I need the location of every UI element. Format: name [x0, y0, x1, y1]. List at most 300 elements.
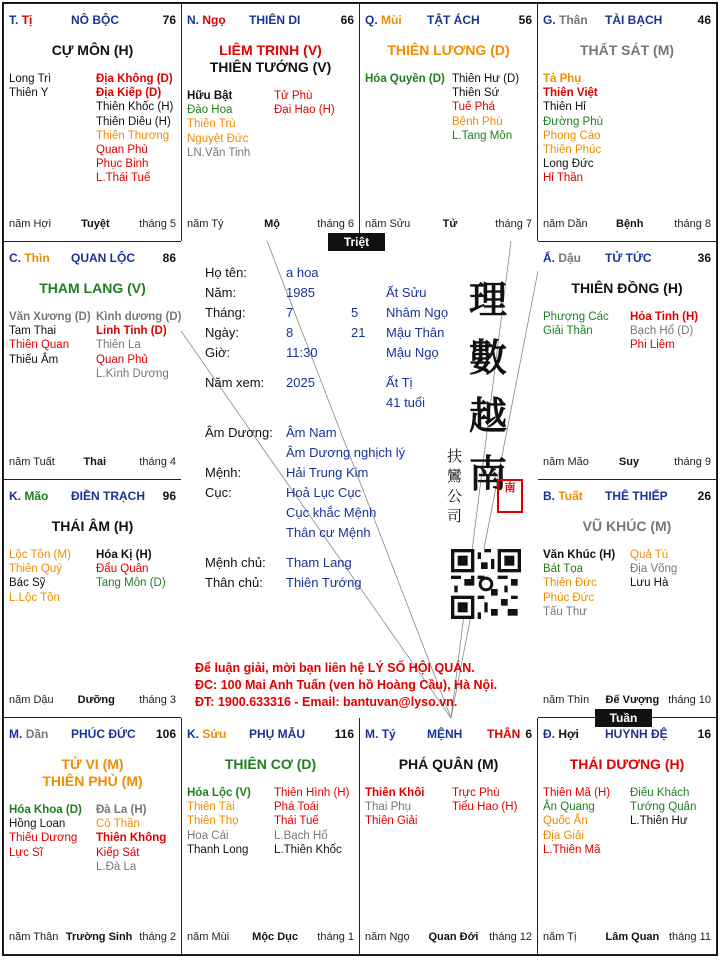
palace-than: [537, 3, 717, 242]
ngay-label: Ngày:: [205, 325, 239, 340]
tuvi-chart: [2, 2, 718, 956]
minor-star: Quả Tú: [630, 549, 669, 561]
palace-year: năm Ngọ: [365, 931, 410, 943]
contact-address: ĐC: 100 Mai Anh Tuấn (ven hồ Hoàng Cầu), Hà Nội.: [195, 678, 498, 692]
palace-name: NÔ BỘC: [71, 13, 119, 27]
palace-footer: [543, 218, 711, 232]
minor-star: Thiên La: [96, 339, 141, 352]
minor-star: Quốc Ấn: [543, 815, 588, 828]
palace-mao: [3, 479, 182, 718]
palace-name: THÊ THIẾP: [605, 489, 668, 503]
palace-footer: [543, 456, 711, 470]
palace-footer: [187, 218, 354, 232]
palace-age: 106: [155, 727, 176, 741]
palace-age: 46: [697, 13, 711, 27]
left-stars: [187, 89, 250, 160]
palace-tuat: [537, 479, 717, 718]
minor-star: Hóa Kị (H): [96, 549, 152, 561]
minor-star: LN.Văn Tinh: [187, 146, 251, 159]
main-star: THIÊN LƯƠNG (D): [387, 42, 510, 58]
palace-can: Ấ.: [543, 251, 555, 265]
main-star: THIÊN CƠ (D): [224, 756, 317, 772]
right-stars: [630, 310, 698, 353]
left-stars: [365, 72, 445, 86]
palace-month: tháng 8: [674, 218, 711, 230]
minor-star: Thiên Quan: [9, 339, 70, 352]
minor-star: Lộc Tồn (M): [9, 549, 71, 561]
minor-star: Hỏa Tinh (H): [630, 311, 699, 323]
minor-star: Thiên Thương: [96, 129, 170, 142]
main-stars: [4, 518, 181, 535]
minor-star: Cô Thần: [96, 818, 140, 831]
main-stars: [4, 42, 181, 59]
palace-month: tháng 4: [139, 456, 176, 468]
palace-header: [187, 13, 354, 29]
palace-chi: Mão: [24, 489, 49, 503]
cuc-label: Cục:: [205, 485, 232, 500]
minor-star: Bệnh Phù: [452, 115, 503, 128]
palace-year: năm Dần: [543, 218, 588, 230]
minor-star: Tuế Phá: [452, 101, 496, 114]
palace-header: [365, 727, 532, 743]
minor-star: Thiếu Âm: [9, 353, 59, 366]
minor-star: Thiên Trù: [187, 118, 236, 131]
minor-star: Đường Phù: [543, 115, 603, 128]
main-stars: [538, 280, 716, 297]
minor-star: Trực Phù: [452, 787, 500, 799]
minor-star: Thai Phụ: [365, 801, 412, 814]
palace-suu: [181, 717, 360, 955]
main-star: CỰ MÔN (H): [51, 42, 134, 58]
minor-star: Tấu Thư: [543, 605, 587, 618]
palace-footer: [543, 931, 711, 945]
palace-header: [9, 489, 176, 505]
palace-year: năm Hợi: [9, 218, 52, 230]
palace-name: TỬ TỨC: [605, 251, 652, 265]
brand-subtitle: 扶鸞公司: [447, 447, 463, 525]
palace-month: tháng 6: [317, 218, 354, 230]
minor-star: Địa Võng: [630, 563, 678, 576]
palace-can: M.: [9, 727, 23, 741]
minor-star: L.Thiên Khốc: [274, 843, 342, 856]
palace-year: năm Tuất: [9, 456, 55, 468]
minor-star: Thiên Tài: [187, 801, 235, 814]
tuoi-value: 41 tuổi: [386, 395, 426, 410]
palace-thin: [3, 241, 182, 480]
red-seal: 南: [497, 479, 523, 513]
minor-star: Phong Cáo: [543, 129, 601, 142]
left-stars: [543, 548, 615, 619]
palace-age: 56: [518, 13, 532, 27]
left-stars: [543, 72, 603, 186]
palace-can: M.: [365, 727, 379, 741]
palace-year: năm Sửu: [365, 218, 411, 230]
right-stars: [452, 72, 519, 143]
palace-name: TÀI BẠCH: [605, 13, 663, 27]
minor-star: Thiếu Dương: [9, 832, 78, 845]
right-stars: [630, 548, 677, 591]
contact-phone-email[interactable]: ĐT: 1900.633316 - Email: bantuvan@lyso.vn.: [195, 695, 458, 709]
palace-header: [543, 489, 711, 505]
minor-star: Hóa Quyền (D): [365, 73, 445, 85]
palace-age: 86: [162, 251, 176, 265]
minor-star: Thiên Giải: [365, 815, 418, 828]
palace-can: C.: [9, 251, 21, 265]
right-stars: [452, 786, 517, 814]
palace-can: K.: [187, 727, 199, 741]
minor-star: Thiên Khôi: [365, 787, 425, 799]
cuc-note: Cục khắc Mệnh: [286, 505, 377, 520]
palace-age: 76: [162, 13, 176, 27]
left-stars: [543, 310, 609, 338]
palace-dau: [537, 241, 717, 480]
right-stars: [274, 89, 335, 117]
minor-star: Lực Sĩ: [9, 846, 43, 859]
palace-chi: Dần: [25, 727, 49, 741]
menh-value: Hải Trung Kim: [286, 465, 369, 480]
minor-star: Tử Phù: [274, 90, 313, 102]
qr-code-icon[interactable]: [451, 549, 521, 619]
right-stars: [274, 786, 349, 857]
namxem-label: Năm xem:: [205, 375, 265, 390]
ngay-am: 21: [351, 325, 366, 340]
main-star: THẤT SÁT (M): [579, 42, 675, 58]
minor-star: L.Bạch Hổ: [274, 829, 328, 842]
minor-star: Thiên Mã (H): [543, 787, 611, 799]
palace-age: 66: [340, 13, 354, 27]
minor-star: L.Thiên Hư: [630, 815, 688, 828]
minor-star: Linh Tinh (D): [96, 325, 167, 338]
menhchu-value: Tham Lang: [286, 555, 352, 570]
palace-status: Thai: [83, 456, 107, 468]
main-stars: [182, 756, 359, 773]
minor-star: L.Đà La: [96, 860, 137, 873]
minor-star: L.Thái Tuế: [96, 172, 151, 185]
minor-star: Hồng Loan: [9, 818, 66, 831]
minor-star: Thiên Phúc: [543, 144, 602, 157]
left-stars: [365, 786, 424, 829]
thang-can: Nhâm Ngọ: [386, 305, 449, 320]
minor-star: L.Lộc Tồn: [9, 591, 60, 604]
minor-star: Hoa Cái: [187, 829, 229, 842]
palace-month: tháng 11: [668, 931, 711, 943]
palace-year: năm Tý: [187, 218, 224, 230]
minor-star: Bát Tọa: [543, 563, 584, 576]
palace-header: [187, 727, 354, 743]
menh-label: Mệnh:: [205, 465, 242, 480]
palace-footer: [187, 931, 354, 945]
menhchu-label: Mệnh chủ:: [205, 555, 266, 570]
palace-footer: [365, 931, 532, 945]
main-star: PHÁ QUÂN (M): [398, 756, 499, 772]
main-star: THIÊN PHỦ (M): [42, 773, 143, 789]
right-stars: [96, 803, 166, 874]
hoten-value: a hoa: [286, 265, 319, 280]
right-stars: [96, 72, 173, 186]
minor-star: Long Đức: [543, 158, 594, 171]
minor-star: Hóa Khoa (D): [9, 804, 82, 816]
palace-month: tháng 1: [317, 931, 354, 943]
palace-status: Dưỡng: [77, 694, 115, 706]
palace-chi: Mùi: [381, 13, 402, 27]
minor-star: Hỉ Thần: [543, 172, 584, 185]
palace-header: [543, 251, 711, 267]
minor-star: Thiên Hình (H): [274, 787, 350, 799]
palace-status: Trường Sinh: [65, 931, 133, 943]
minor-star: Văn Khúc (H): [543, 549, 616, 561]
minor-star: Phá Toái: [274, 801, 319, 814]
main-star: THÁI ÂM (H): [51, 518, 134, 534]
gio-label: Giờ:: [205, 345, 231, 360]
amduong-value: Âm Nam: [286, 425, 337, 440]
palace-name: HUYNH ĐỆ: [605, 727, 668, 741]
palace-status: Đế Vượng: [605, 694, 660, 706]
minor-star: Long Trì: [9, 73, 52, 85]
palace-footer: [9, 694, 176, 708]
cuc-value: Hoả Lục Cục: [286, 485, 362, 500]
tuan-tag: Tuần: [595, 709, 652, 727]
palace-can: G.: [543, 13, 556, 27]
minor-star: Địa Kiếp (D): [96, 87, 162, 100]
palace-chi: Thìn: [24, 251, 50, 265]
palace-header: [9, 251, 176, 267]
palace-ngo: [181, 3, 360, 242]
main-stars: [182, 42, 359, 76]
nam-value: 1985: [286, 285, 315, 300]
main-star: THÁI DƯƠNG (H): [569, 756, 685, 772]
minor-star: Địa Giải: [543, 829, 584, 842]
minor-star: Ân Quang: [543, 801, 595, 814]
palace-mui: [359, 3, 538, 242]
minor-star: Quan Phủ: [96, 353, 148, 366]
minor-star: Kình dương (D): [96, 311, 182, 323]
palace-hoi: [537, 717, 717, 955]
thang-value: 7: [286, 305, 294, 320]
palace-age: 116: [334, 727, 354, 741]
minor-star: Thiên Quý: [9, 563, 63, 576]
main-stars: [360, 42, 537, 59]
main-star: THIÊN ĐỒNG (H): [571, 280, 683, 296]
palace-age: 6: [525, 727, 532, 741]
than-marker: THÂN: [487, 727, 521, 741]
left-stars: [9, 803, 82, 860]
palace-year: năm Thìn: [543, 694, 590, 706]
palace-header: [365, 13, 532, 29]
palace-ti: [3, 3, 182, 242]
palace-dan: [3, 717, 182, 955]
palace-month: tháng 7: [495, 218, 532, 230]
center-info: [181, 241, 538, 718]
minor-star: L.Thiên Mã: [543, 843, 601, 856]
minor-star: Đào Hoa: [187, 104, 233, 117]
palace-header: [543, 13, 711, 29]
main-stars: [538, 42, 716, 59]
thanchu-label: Thân chủ:: [205, 575, 263, 590]
left-stars: [9, 548, 71, 605]
palace-age: 36: [697, 251, 711, 265]
thang-label: Tháng:: [205, 305, 246, 320]
palace-age: 96: [162, 489, 176, 503]
minor-star: Tướng Quân: [630, 801, 697, 814]
palace-name: PHÚC ĐỨC: [71, 727, 136, 741]
palace-name: MỆNH: [427, 727, 463, 741]
palace-can: K.: [9, 489, 21, 503]
palace-chi: Tý: [381, 727, 396, 741]
minor-star: Thái Tuế: [274, 815, 319, 828]
thanchu-value: Thiên Tướng: [286, 575, 362, 590]
palace-can: Q.: [365, 13, 378, 27]
palace-month: tháng 5: [139, 218, 176, 230]
amduong-note: Âm Dương nghịch lý: [286, 445, 406, 460]
palace-header: [9, 13, 176, 29]
main-stars: [4, 756, 181, 790]
minor-star: Đẩu Quân: [96, 563, 149, 576]
palace-footer: [9, 456, 176, 470]
palace-month: tháng 12: [489, 931, 532, 943]
minor-star: Thiên Việt: [543, 87, 598, 100]
left-stars: [9, 72, 51, 100]
main-stars: [538, 518, 716, 535]
palace-year: năm Tị: [543, 931, 577, 943]
minor-star: L.Kình Dương: [96, 367, 169, 380]
minor-star: Thiên Y: [9, 87, 49, 100]
minor-star: Thanh Long: [187, 843, 249, 856]
minor-star: Đà La (H): [96, 804, 147, 816]
thang-am: 5: [351, 305, 359, 320]
gio-can: Mậu Ngọ: [386, 345, 439, 360]
palace-name: THIÊN DI: [249, 13, 301, 27]
minor-star: Thiên Hỉ: [543, 101, 586, 114]
minor-star: Văn Xương (D): [9, 311, 91, 323]
main-stars: [360, 756, 537, 773]
right-stars: [630, 786, 696, 829]
main-star: THAM LANG (V): [39, 280, 146, 296]
palace-footer: [9, 218, 176, 232]
minor-star: Tả Phụ: [543, 73, 582, 85]
palace-can: N.: [187, 13, 199, 27]
palace-year: năm Thân: [9, 931, 59, 943]
minor-star: Phi Liêm: [630, 339, 675, 352]
palace-status: Quan Đới: [428, 931, 479, 943]
minor-star: Thiên Hư (D): [452, 73, 520, 85]
palace-month: tháng 9: [674, 456, 711, 468]
palace-year: năm Mùi: [187, 931, 230, 943]
gio-value: 11:30: [286, 345, 318, 360]
palace-month: tháng 10: [668, 694, 711, 706]
palace-name: TẬT ÁCH: [427, 13, 480, 27]
right-stars: [96, 548, 166, 591]
right-stars: [96, 310, 181, 381]
minor-star: Kiếp Sát: [96, 846, 140, 859]
minor-star: Phượng Các: [543, 311, 609, 323]
palace-year: năm Mão: [543, 456, 589, 468]
minor-star: Thiên Không: [96, 832, 167, 845]
namxem-value: 2025: [286, 375, 315, 390]
minor-star: Địa Không (D): [96, 73, 173, 85]
minor-star: Nguyệt Đức: [187, 132, 249, 145]
palace-footer: [365, 218, 532, 232]
minor-star: Quan Phù: [96, 144, 148, 157]
palace-chi: Ngọ: [202, 13, 226, 27]
palace-header: [543, 727, 711, 743]
palace-can: B.: [543, 489, 555, 503]
hoten-label: Họ tên:: [205, 265, 247, 280]
left-stars: [543, 786, 610, 857]
main-star: VŨ KHÚC (M): [582, 518, 672, 534]
nam-label: Năm:: [205, 285, 237, 300]
palace-status: Tử: [442, 218, 458, 230]
main-stars: [4, 280, 181, 297]
palace-month: tháng 2: [139, 931, 176, 943]
minor-star: Bạch Hổ (D): [630, 325, 694, 338]
palace-status: Tuyệt: [81, 218, 110, 230]
minor-star: Phục Binh: [96, 158, 149, 171]
minor-star: Thiên Diêu (H): [96, 115, 171, 128]
minor-star: L.Tang Môn: [452, 129, 513, 142]
minor-star: Tiểu Hao (H): [452, 801, 518, 814]
minor-star: Giải Thần: [543, 325, 593, 338]
triet-tag: Triệt: [328, 233, 385, 251]
palace-footer: [9, 931, 176, 945]
palace-ty: [359, 717, 538, 955]
main-star: TỬ VI (M): [61, 756, 124, 772]
palace-status: Mộ: [264, 218, 281, 230]
amduong-label: Âm Dương:: [205, 425, 273, 440]
minor-star: Bác Sỹ: [9, 577, 46, 590]
nam-can: Ất Sửu: [386, 285, 427, 300]
minor-star: Thiên Thọ: [187, 815, 239, 828]
palace-status: Mộc Dục: [252, 931, 299, 943]
palace-chi: Dậu: [558, 251, 582, 265]
palace-chi: Hợi: [558, 727, 579, 741]
brand-calligraphy: 理數越南: [469, 277, 508, 496]
minor-star: Đại Hao (H): [274, 104, 335, 117]
palace-chi: Tuất: [558, 489, 583, 503]
minor-star: Hóa Lộc (V): [187, 787, 251, 799]
main-stars: [538, 756, 716, 773]
palace-status: Lâm Quan: [605, 931, 660, 943]
namxem-can: Ất Tị: [386, 375, 413, 390]
palace-header: [9, 727, 176, 743]
minor-star: Hữu Bật: [187, 90, 233, 102]
minor-star: Thiên Sứ: [452, 87, 500, 100]
minor-star: Tang Môn (D): [96, 577, 166, 590]
minor-star: Tam Thai: [9, 325, 57, 338]
palace-age: 26: [697, 489, 711, 503]
minor-star: Thiên Khốc (H): [96, 101, 174, 114]
main-star: THIÊN TƯỚNG (V): [209, 59, 332, 75]
palace-name: ĐIỀN TRẠCH: [71, 489, 145, 503]
palace-name: PHỤ MẪU: [249, 727, 305, 741]
minor-star: Lưu Hà: [630, 577, 669, 590]
palace-chi: Thân: [559, 13, 588, 27]
palace-can: Đ.: [543, 727, 555, 741]
ngay-can: Mậu Thân: [386, 325, 445, 340]
left-stars: [9, 310, 91, 367]
palace-chi: Sửu: [202, 727, 227, 741]
than-cu-note: Thân cư Mệnh: [286, 525, 371, 540]
palace-can: T.: [9, 13, 19, 27]
palace-footer: [543, 694, 711, 708]
contact-line1: Để luận giải, mời bạn liên hệ LÝ SỐ HỘI QUÁN.: [195, 661, 475, 675]
palace-year: năm Dậu: [9, 694, 54, 706]
palace-status: Bệnh: [616, 218, 644, 230]
main-star: LIÊM TRINH (V): [219, 42, 322, 58]
palace-age: 16: [697, 727, 711, 741]
minor-star: Điếu Khách: [630, 787, 690, 799]
ngay-value: 8: [286, 325, 294, 340]
palace-name: QUAN LỘC: [71, 251, 135, 265]
